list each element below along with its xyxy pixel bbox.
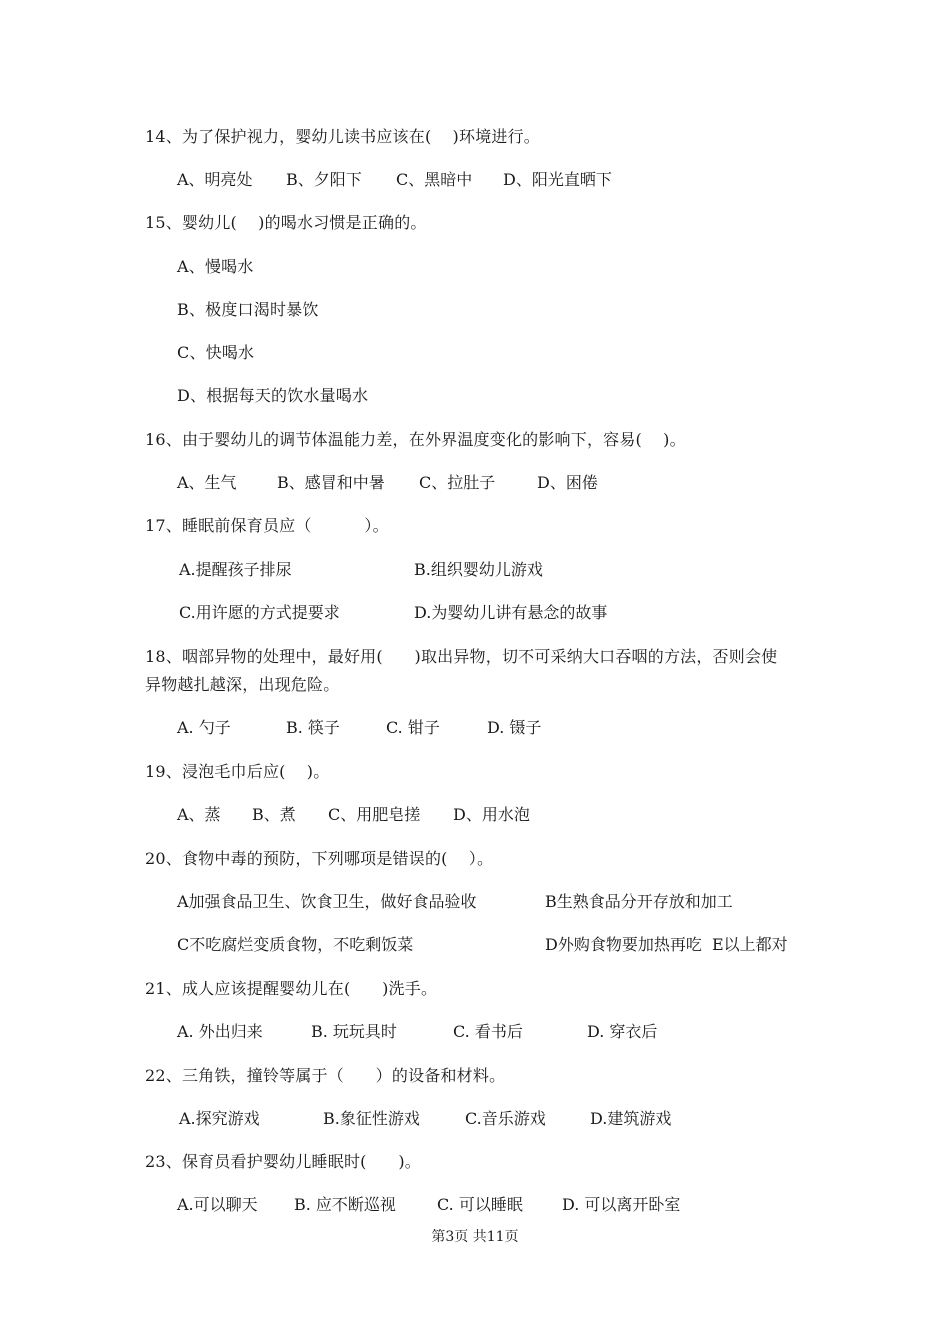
question-23-option-b: B. 应不断巡视	[294, 1195, 396, 1214]
question-23-option-d: D. 可以离开卧室	[562, 1195, 681, 1214]
question-14-option-d: D、阳光直晒下	[503, 170, 612, 189]
question-17-option-c: C.用许愿的方式提要求	[179, 603, 340, 622]
question-16-option-a: A、生气	[177, 473, 237, 492]
question-15-option-b: B、极度口渴时暴饮	[177, 300, 319, 319]
question-21-stem: 21、成人应该提醒婴幼儿在( )洗手。	[145, 979, 438, 998]
question-21-option-b: B. 玩玩具时	[311, 1022, 397, 1041]
question-14-option-b: B、夕阳下	[286, 170, 362, 189]
question-18-stem-line-1: 18、咽部异物的处理中，最好用( )取出异物，切不可采纳大口吞咽的方法，否则会使	[145, 647, 778, 666]
question-15-option-c: C、快喝水	[177, 343, 255, 362]
question-17-option-a: A.提醒孩子排尿	[179, 560, 292, 579]
question-23-option-c: C. 可以睡眠	[437, 1195, 523, 1214]
question-16-option-b: B、感冒和中暑	[277, 473, 385, 492]
question-16-option-d: D、困倦	[537, 473, 598, 492]
question-15-option-a: A、慢喝水	[177, 257, 254, 276]
question-19-option-c: C、用肥皂搓	[328, 805, 421, 824]
question-18-option-a: A. 勺子	[177, 718, 231, 737]
question-20-option-b: B生熟食品分开存放和加工	[545, 892, 733, 911]
question-14-option-c: C、黑暗中	[396, 170, 473, 189]
question-14-stem: 14、为了保护视力，婴幼儿读书应该在( )环境进行。	[145, 127, 540, 146]
question-20-option-d: D外购食物要加热再吃	[545, 935, 702, 954]
question-19-stem: 19、浸泡毛巾后应( )。	[145, 762, 330, 781]
question-20-option-e: E以上都对	[712, 935, 788, 954]
question-22-option-a: A.探究游戏	[179, 1109, 260, 1128]
question-23-stem: 23、保育员看护婴幼儿睡眠时( )。	[145, 1152, 421, 1171]
question-15-option-d: D、根据每天的饮水量喝水	[177, 386, 369, 405]
question-19-option-b: B、煮	[252, 805, 296, 824]
question-17-option-b: B.组织婴幼儿游戏	[414, 560, 543, 579]
question-22-option-d: D.建筑游戏	[590, 1109, 672, 1128]
question-23-option-a: A.可以聊天	[177, 1195, 258, 1214]
question-14-option-a: A、明亮处	[177, 170, 253, 189]
question-18-option-b: B. 筷子	[286, 718, 340, 737]
question-15-stem: 15、婴幼儿( )的喝水习惯是正确的。	[145, 213, 427, 232]
question-16-stem: 16、由于婴幼儿的调节体温能力差，在外界温度变化的影响下，容易( )。	[145, 430, 686, 449]
question-20-stem: 20、食物中毒的预防，下列哪项是错误的( ）。	[145, 849, 494, 868]
question-17-stem: 17、睡眠前保育员应（ ）。	[145, 516, 389, 535]
question-17-option-d: D.为婴幼儿讲有悬念的故事	[414, 603, 608, 622]
question-16-option-c: C、拉肚子	[419, 473, 496, 492]
question-20-option-c: C不吃腐烂变质食物，不吃剩饭菜	[177, 935, 414, 954]
question-18-option-d: D. 镊子	[487, 718, 542, 737]
question-19-option-a: A、蒸	[177, 805, 221, 824]
page-number-footer: 第3页 共11页	[431, 1229, 519, 1245]
question-18-option-c: C. 钳子	[386, 718, 440, 737]
question-18-stem-line-2: 异物越扎越深，出现危险。	[145, 675, 340, 694]
question-22-stem: 22、三角铁，撞铃等属于（ ）的设备和材料。	[145, 1066, 506, 1085]
question-20-option-a: A加强食品卫生、饮食卫生，做好食品验收	[177, 892, 477, 911]
question-21-option-c: C. 看书后	[453, 1022, 523, 1041]
question-22-option-c: C.音乐游戏	[465, 1109, 546, 1128]
question-21-option-a: A. 外出归来	[177, 1022, 263, 1041]
question-21-option-d: D. 穿衣后	[587, 1022, 658, 1041]
question-19-option-d: D、用水泡	[453, 805, 530, 824]
question-22-option-b: B.象征性游戏	[323, 1109, 420, 1128]
